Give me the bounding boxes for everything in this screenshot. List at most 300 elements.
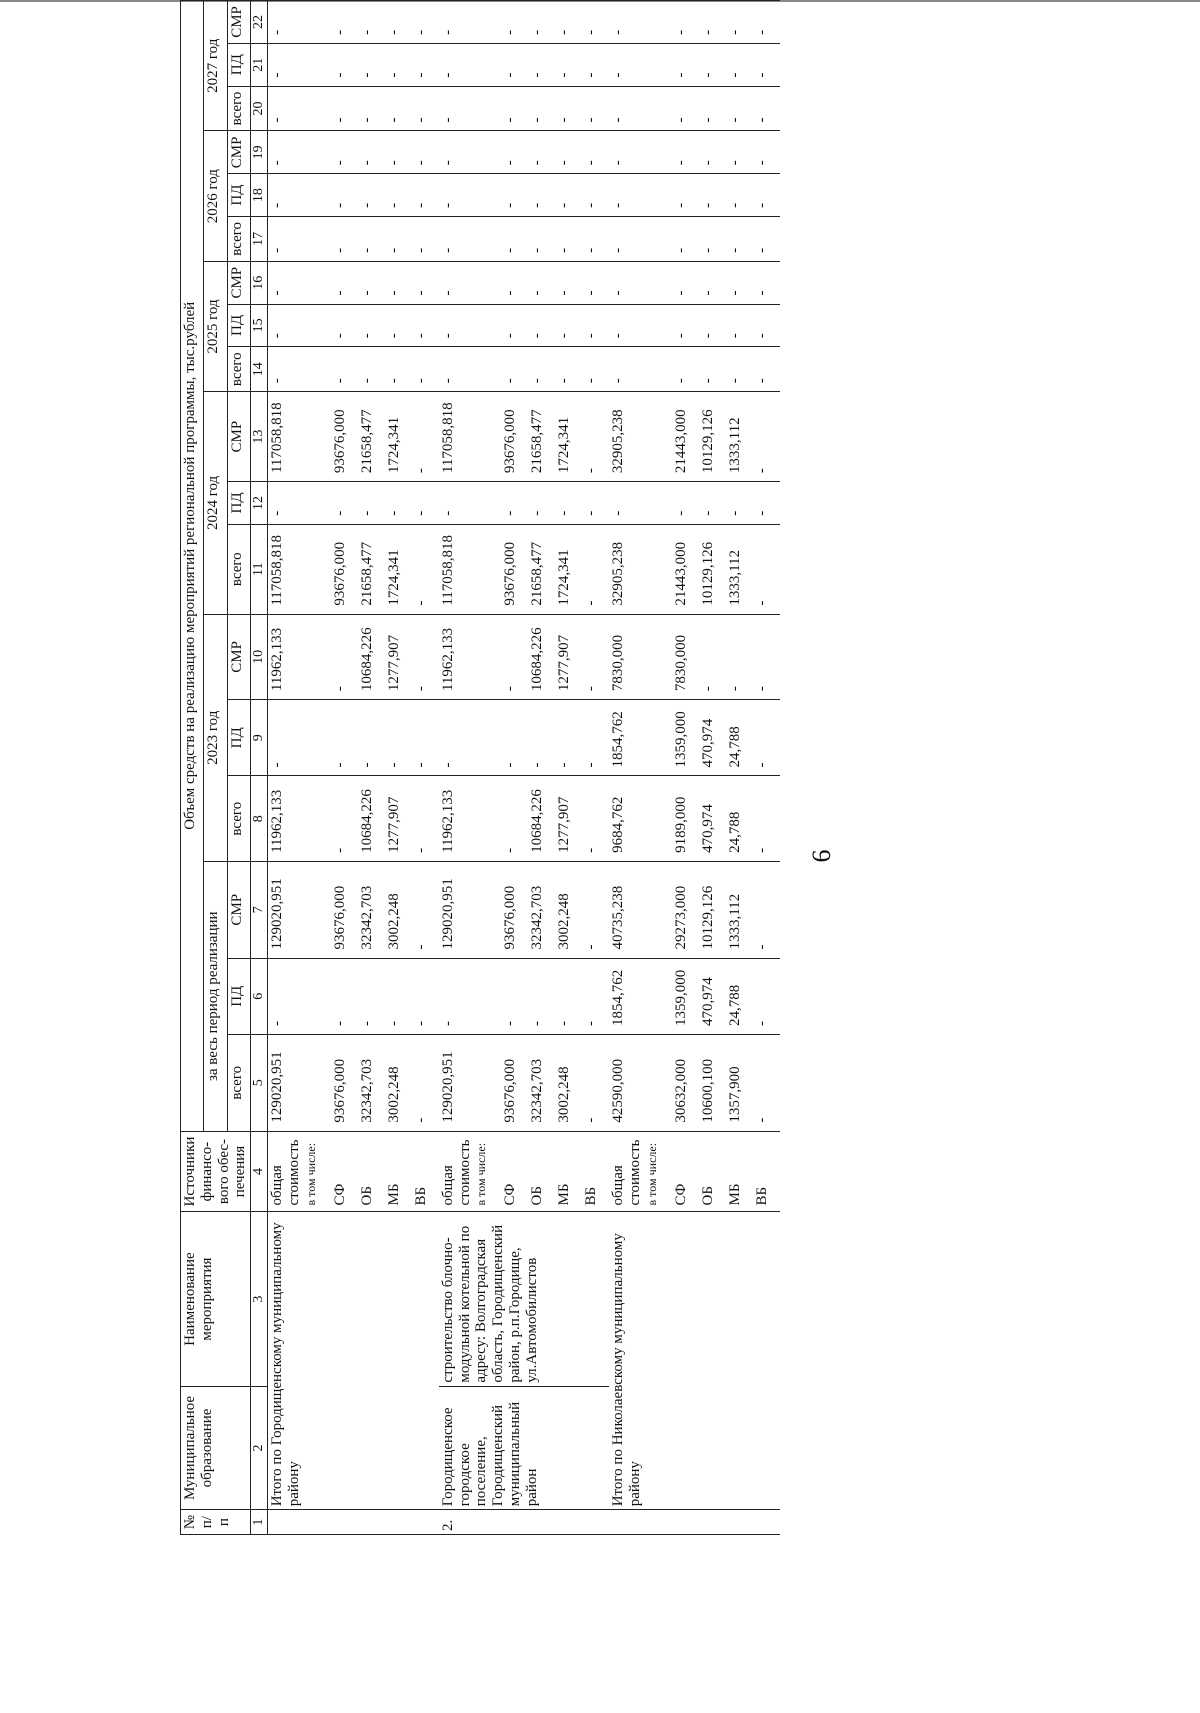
cell-value <box>474 1 501 44</box>
cell-value: - <box>412 392 439 482</box>
cell-value: - <box>726 216 753 261</box>
cell-value: - <box>358 347 385 392</box>
cell-value: - <box>528 43 555 86</box>
cell-value <box>645 86 672 131</box>
cell-funding-source: СФ <box>331 1131 358 1212</box>
cell-value <box>474 524 501 614</box>
header-sub-smr: СМР <box>227 614 250 699</box>
cell-value: - <box>672 43 699 86</box>
cell-value: - <box>726 261 753 304</box>
cell-funding-source: СФ <box>501 1131 528 1212</box>
cell-value <box>474 347 501 392</box>
cell-value: 10684,226 <box>528 776 555 861</box>
cell-value <box>304 524 331 614</box>
cell-value: 93676,000 <box>331 524 358 614</box>
cell-funding-source: ВБ <box>582 1131 609 1212</box>
cell-value: - <box>582 304 609 347</box>
cell-value: 10600,100 <box>699 1034 726 1131</box>
cell-value: - <box>528 700 555 776</box>
column-number: 18 <box>251 174 268 217</box>
cell-value: 93676,000 <box>331 392 358 482</box>
cell-value: 21443,000 <box>672 392 699 482</box>
cell-value <box>474 216 501 261</box>
cell-funding-source: общая стоимость <box>609 1131 645 1212</box>
cell-value: - <box>501 1 528 44</box>
cell-value: - <box>609 261 645 304</box>
cell-value: 470,974 <box>699 776 726 861</box>
cell-value: - <box>582 131 609 174</box>
cell-value: - <box>439 86 475 131</box>
cell-value <box>304 861 331 958</box>
table-body <box>268 1 780 1535</box>
cell-value: - <box>501 700 528 776</box>
cell-value: - <box>268 700 304 776</box>
column-number: 20 <box>251 86 268 131</box>
cell-value: - <box>412 304 439 347</box>
cell-value: - <box>385 482 412 525</box>
cell-value: - <box>331 261 358 304</box>
cell-value: - <box>726 1 753 44</box>
cell-value <box>645 700 672 776</box>
cell-value: - <box>726 304 753 347</box>
cell-value: - <box>385 216 412 261</box>
cell-value: 21658,477 <box>528 392 555 482</box>
cell-value: - <box>528 86 555 131</box>
cell-value: - <box>582 614 609 699</box>
column-number: 16 <box>251 261 268 304</box>
header-sub-total: всего <box>227 216 250 261</box>
cell-value: - <box>753 1 780 44</box>
cell-value <box>474 392 501 482</box>
column-number: 21 <box>251 43 268 86</box>
cell-value: - <box>331 482 358 525</box>
column-number: 15 <box>251 304 268 347</box>
column-number: 6 <box>251 958 268 1034</box>
cell-value: - <box>412 776 439 861</box>
cell-value: 1277,907 <box>555 776 582 861</box>
cell-value: 1333,112 <box>726 861 753 958</box>
cell-value: - <box>582 392 609 482</box>
cell-value: - <box>672 304 699 347</box>
cell-funding-source: в том числе: <box>304 1131 331 1212</box>
column-number: 5 <box>251 1034 268 1131</box>
cell-value: 1277,907 <box>555 614 582 699</box>
cell-value: - <box>726 131 753 174</box>
cell-funding-source: МБ <box>555 1131 582 1212</box>
cell-value: - <box>412 131 439 174</box>
cell-funding-source: МБ <box>385 1131 412 1212</box>
header-sub-pd: ПД <box>227 700 250 776</box>
cell-value: - <box>268 43 304 86</box>
column-number: 11 <box>251 524 268 614</box>
cell-value: - <box>582 261 609 304</box>
cell-value <box>645 614 672 699</box>
cell-value: 21658,477 <box>358 524 385 614</box>
cell-value <box>474 86 501 131</box>
cell-value <box>474 614 501 699</box>
cell-value: - <box>412 1 439 44</box>
cell-value: - <box>699 216 726 261</box>
cell-value: 1724,341 <box>385 392 412 482</box>
column-number: 8 <box>251 776 268 861</box>
cell-value <box>474 958 501 1034</box>
cell-value: 129020,951 <box>268 1034 304 1131</box>
header-volume-title: Объем средств на реализацию мероприятий региональной программы, тыс.рублей <box>181 1 204 1132</box>
cell-value: - <box>582 216 609 261</box>
cell-value: - <box>726 86 753 131</box>
cell-value: - <box>439 347 475 392</box>
cell-value <box>645 131 672 174</box>
cell-value: 117058,818 <box>268 392 304 482</box>
cell-value <box>304 86 331 131</box>
cell-value: 93676,000 <box>501 392 528 482</box>
column-number: 7 <box>251 861 268 958</box>
cell-value: - <box>268 216 304 261</box>
cell-value: - <box>609 1 645 44</box>
column-number: 9 <box>251 700 268 776</box>
cell-value: 42590,000 <box>609 1034 645 1131</box>
cell-municipality: Итого по Городищенскому муниципальному району <box>268 1212 439 1510</box>
cell-value: - <box>582 347 609 392</box>
cell-value: - <box>358 700 385 776</box>
cell-value <box>645 524 672 614</box>
column-number: 13 <box>251 392 268 482</box>
cell-value: - <box>582 700 609 776</box>
cell-funding-source: ОБ <box>358 1131 385 1212</box>
cell-value: - <box>439 304 475 347</box>
column-number: 4 <box>251 1131 268 1212</box>
cell-value: - <box>439 174 475 217</box>
program-funding-table <box>180 0 780 1535</box>
cell-value: - <box>439 216 475 261</box>
cell-value: - <box>358 216 385 261</box>
cell-value: 32342,703 <box>358 861 385 958</box>
cell-value <box>474 861 501 958</box>
cell-value: - <box>501 304 528 347</box>
cell-row-number <box>268 1510 439 1535</box>
cell-value: - <box>699 347 726 392</box>
cell-value: - <box>672 261 699 304</box>
cell-value: - <box>268 347 304 392</box>
cell-value: 24,788 <box>726 700 753 776</box>
cell-value: 1724,341 <box>555 392 582 482</box>
header-year-2026: 2026 год <box>204 131 227 261</box>
table-header <box>181 1 268 1535</box>
cell-value <box>304 261 331 304</box>
header-sub-smr: СМР <box>227 131 250 174</box>
cell-value <box>304 392 331 482</box>
cell-value: - <box>385 43 412 86</box>
cell-value: - <box>439 482 475 525</box>
cell-value: 93676,000 <box>501 524 528 614</box>
cell-value: - <box>528 958 555 1034</box>
cell-value: - <box>699 131 726 174</box>
cell-value: 3002,248 <box>555 861 582 958</box>
cell-value: - <box>699 304 726 347</box>
cell-value: - <box>582 174 609 217</box>
cell-value: - <box>412 86 439 131</box>
cell-value: - <box>501 347 528 392</box>
cell-value: 3002,248 <box>385 861 412 958</box>
cell-value: - <box>501 482 528 525</box>
cell-value: - <box>699 482 726 525</box>
cell-value: 21443,000 <box>672 524 699 614</box>
cell-funding-source: ВБ <box>753 1131 780 1212</box>
column-number: 1 <box>251 1510 268 1535</box>
cell-funding-source: общая стоимость <box>439 1131 475 1212</box>
cell-value: - <box>331 43 358 86</box>
cell-funding-source: в том числе: <box>474 1131 501 1212</box>
cell-value: - <box>753 131 780 174</box>
cell-value: - <box>753 304 780 347</box>
cell-value <box>474 1034 501 1131</box>
table-row <box>268 1 304 1535</box>
cell-value: - <box>609 304 645 347</box>
cell-value: 1357,900 <box>726 1034 753 1131</box>
cell-value: - <box>501 958 528 1034</box>
cell-value: - <box>268 1 304 44</box>
cell-value: 9189,000 <box>672 776 699 861</box>
cell-value: - <box>726 174 753 217</box>
cell-value: - <box>331 86 358 131</box>
cell-value: - <box>501 86 528 131</box>
cell-value: - <box>528 174 555 217</box>
cell-value: - <box>555 216 582 261</box>
table-row <box>439 1 475 1535</box>
cell-value: - <box>358 43 385 86</box>
page-number: 6 <box>807 849 836 863</box>
cell-value: - <box>582 958 609 1034</box>
cell-value: - <box>358 174 385 217</box>
cell-measure-name: строительство блочно-модульной котельной по адресу: Волгоградская область, Городищенский район, р.п.Городище, ул.Автомобилистов <box>439 1212 610 1386</box>
cell-value: - <box>331 958 358 1034</box>
cell-value: - <box>331 1 358 44</box>
cell-value: - <box>609 482 645 525</box>
cell-value <box>304 216 331 261</box>
cell-value <box>645 347 672 392</box>
cell-value <box>474 304 501 347</box>
cell-value <box>474 174 501 217</box>
cell-value: 11962,133 <box>439 776 475 861</box>
cell-value: 1277,907 <box>385 614 412 699</box>
cell-value: - <box>358 958 385 1034</box>
cell-value: - <box>672 131 699 174</box>
cell-value: 129020,951 <box>268 861 304 958</box>
header-sub-total: всего <box>227 347 250 392</box>
cell-value: - <box>501 131 528 174</box>
cell-value: 10684,226 <box>358 776 385 861</box>
cell-value: - <box>501 216 528 261</box>
cell-value: - <box>501 43 528 86</box>
cell-value: 129020,951 <box>439 1034 475 1131</box>
cell-value: - <box>753 261 780 304</box>
cell-value: - <box>528 261 555 304</box>
cell-value: - <box>412 216 439 261</box>
cell-value <box>304 347 331 392</box>
header-period-total: за весь период реализации <box>204 861 227 1131</box>
cell-value: 117058,818 <box>439 524 475 614</box>
cell-row-number <box>609 1510 780 1535</box>
cell-funding-source: СФ <box>672 1131 699 1212</box>
cell-value <box>645 958 672 1034</box>
cell-value: - <box>582 1 609 44</box>
cell-value: - <box>358 1 385 44</box>
column-number: 22 <box>251 1 268 44</box>
cell-value <box>474 43 501 86</box>
header-sub-smr: СМР <box>227 861 250 958</box>
header-sub-pd: ПД <box>227 958 250 1034</box>
column-number: 12 <box>251 482 268 525</box>
cell-value: - <box>582 861 609 958</box>
cell-value: - <box>672 1 699 44</box>
cell-value: - <box>358 131 385 174</box>
cell-value: - <box>268 482 304 525</box>
cell-value: - <box>412 482 439 525</box>
cell-value: - <box>555 86 582 131</box>
cell-value: - <box>412 861 439 958</box>
header-sub-smr: СМР <box>227 1 250 44</box>
cell-value: - <box>385 131 412 174</box>
cell-value: 21658,477 <box>358 392 385 482</box>
cell-value <box>645 1 672 44</box>
cell-value <box>304 776 331 861</box>
cell-value: 1277,907 <box>385 776 412 861</box>
cell-value: 93676,000 <box>331 861 358 958</box>
cell-value <box>304 43 331 86</box>
cell-value: 11962,133 <box>268 614 304 699</box>
cell-value: - <box>753 958 780 1034</box>
column-number: 10 <box>251 614 268 699</box>
header-sub-total: всего <box>227 776 250 861</box>
cell-value: - <box>753 43 780 86</box>
cell-value: 7830,000 <box>609 614 645 699</box>
header-col-mo: Муниципальное образование <box>181 1386 251 1510</box>
cell-value: - <box>412 700 439 776</box>
cell-value: - <box>412 261 439 304</box>
cell-value: - <box>358 304 385 347</box>
cell-value <box>304 304 331 347</box>
rotated-table-container <box>180 0 1115 1535</box>
cell-value: - <box>358 482 385 525</box>
cell-value: 1359,000 <box>672 700 699 776</box>
cell-value: 93676,000 <box>331 1034 358 1131</box>
cell-value: - <box>672 86 699 131</box>
cell-value: - <box>331 700 358 776</box>
cell-value: - <box>439 131 475 174</box>
cell-value: - <box>385 174 412 217</box>
cell-value: - <box>672 216 699 261</box>
cell-value: - <box>528 482 555 525</box>
cell-value: - <box>268 304 304 347</box>
cell-value: - <box>672 482 699 525</box>
cell-value: - <box>501 261 528 304</box>
cell-value: - <box>582 43 609 86</box>
cell-value: - <box>268 174 304 217</box>
cell-value: 1854,762 <box>609 700 645 776</box>
cell-value: - <box>555 174 582 217</box>
header-sub-pd: ПД <box>227 43 250 86</box>
cell-value: 117058,818 <box>439 392 475 482</box>
cell-funding-source: ОБ <box>699 1131 726 1212</box>
cell-value <box>304 700 331 776</box>
cell-value: - <box>609 174 645 217</box>
cell-value <box>304 131 331 174</box>
cell-value: - <box>439 261 475 304</box>
cell-value: 29273,000 <box>672 861 699 958</box>
header-sub-total: всего <box>227 524 250 614</box>
cell-value: 11962,133 <box>439 614 475 699</box>
cell-value: 1333,112 <box>726 524 753 614</box>
cell-value: - <box>699 174 726 217</box>
cell-value: 24,788 <box>726 776 753 861</box>
cell-value: 1724,341 <box>385 524 412 614</box>
cell-value: - <box>528 347 555 392</box>
header-sub-pd: ПД <box>227 482 250 525</box>
cell-value: - <box>412 43 439 86</box>
cell-value: - <box>331 216 358 261</box>
cell-value: 32342,703 <box>358 1034 385 1131</box>
cell-value <box>645 1034 672 1131</box>
header-sub-total: всего <box>227 86 250 131</box>
cell-value: - <box>439 700 475 776</box>
cell-value: - <box>753 700 780 776</box>
cell-value: - <box>609 347 645 392</box>
header-year-2025: 2025 год <box>204 261 227 391</box>
cell-value: - <box>528 304 555 347</box>
header-year-2023: 2023 год <box>204 614 227 861</box>
cell-value: - <box>331 347 358 392</box>
header-year-2027: 2027 год <box>204 1 227 132</box>
header-sub-smr: СМР <box>227 261 250 304</box>
cell-value: 32905,238 <box>609 524 645 614</box>
cell-value: 1359,000 <box>672 958 699 1034</box>
cell-value: - <box>331 304 358 347</box>
cell-value <box>304 174 331 217</box>
cell-value: - <box>609 131 645 174</box>
cell-value <box>645 392 672 482</box>
column-numbers-row <box>251 1 268 1535</box>
cell-value: - <box>331 131 358 174</box>
cell-value: - <box>268 131 304 174</box>
cell-value: - <box>609 216 645 261</box>
cell-value: - <box>268 958 304 1034</box>
cell-value: - <box>501 776 528 861</box>
cell-value: - <box>358 261 385 304</box>
cell-value: - <box>412 524 439 614</box>
cell-value: 93676,000 <box>501 1034 528 1131</box>
cell-value: - <box>268 261 304 304</box>
cell-value <box>474 131 501 174</box>
cell-value: - <box>582 482 609 525</box>
cell-value: - <box>385 1 412 44</box>
cell-value: - <box>555 1 582 44</box>
cell-value: 93676,000 <box>501 861 528 958</box>
cell-value: - <box>385 958 412 1034</box>
cell-value: - <box>528 216 555 261</box>
cell-value: 470,974 <box>699 700 726 776</box>
cell-value: 40735,238 <box>609 861 645 958</box>
cell-value: 32905,238 <box>609 392 645 482</box>
cell-value: - <box>726 614 753 699</box>
cell-value <box>645 43 672 86</box>
cell-value: - <box>555 131 582 174</box>
cell-value <box>645 861 672 958</box>
header-sub-pd: ПД <box>227 174 250 217</box>
table-row <box>609 1 645 1535</box>
cell-value: - <box>528 1 555 44</box>
header-sub-total: всего <box>227 1034 250 1131</box>
cell-value: - <box>582 1034 609 1131</box>
